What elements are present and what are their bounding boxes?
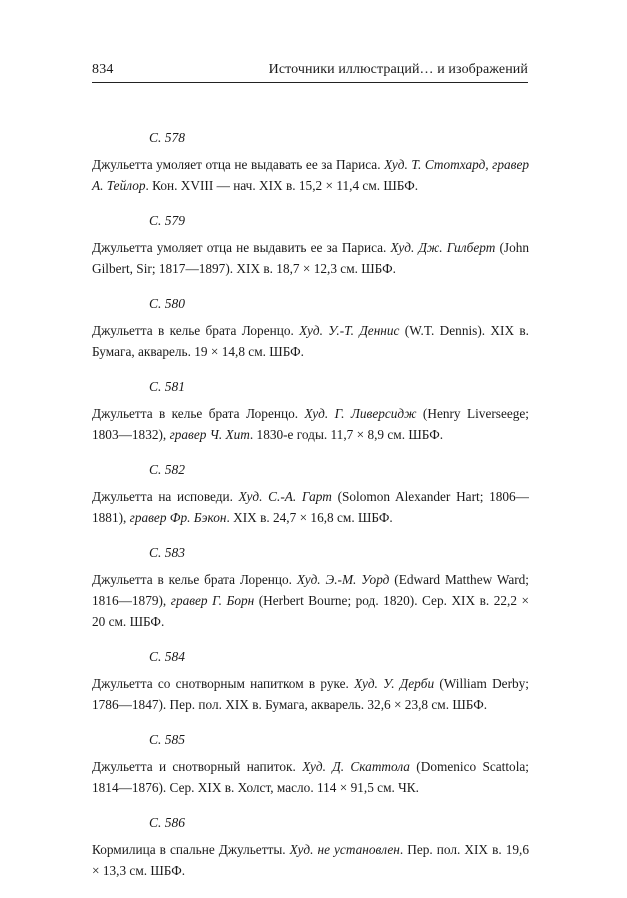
entry-credit-italic: Худ. Э.-М. Уорд — [296, 572, 390, 587]
entry-page-label: С. 586 — [149, 815, 186, 830]
entry-text-segment: (Domenico Scattola; 1814—1876). Сер. XIX в. Холст, масло. 114 × 91,5 см. ЧК. — [92, 759, 529, 795]
entry — [92, 379, 529, 445]
entry-page-label: С. 581 — [149, 379, 186, 394]
entry-credit-italic: Худ. У.-Т. Деннис — [299, 323, 400, 338]
entry — [92, 649, 529, 715]
entry-text-segment: . 1830-е годы. 11,7 × 8,9 см. ШБФ. — [249, 427, 444, 442]
entry-description — [92, 320, 529, 362]
entry-description — [92, 403, 529, 445]
entry-credit-italic: Худ. Дж. Гилберт — [390, 240, 496, 255]
entry-credit-italic: гравер Г. Борн — [170, 593, 255, 608]
entry-text-segment: Джульетта в келье брата Лоренцо. — [92, 572, 297, 587]
entry-text-segment: (John Gilbert, Sir; 1817—1897). XIX в. 18,7 × 12,3 см. ШБФ. — [92, 240, 530, 276]
entry-credit-italic: Худ. Д. Скаттола — [302, 759, 410, 774]
page-header — [92, 60, 528, 83]
entry-description — [92, 237, 529, 279]
entry — [92, 815, 529, 881]
entry-text-segment: . Пер. пол. XIX в. 19,6 × 13,3 см. ШБФ. — [92, 842, 530, 878]
entry-page-label: С. 584 — [149, 649, 186, 664]
entry — [92, 130, 529, 196]
entry-text-segment: . Кон. XVIII — нач. XIX в. 15,2 × 11,4 см. ШБФ. — [145, 178, 419, 193]
entry-page-label: С. 580 — [149, 296, 186, 311]
entry-text-segment: (William Derby; 1786—1847). Пер. пол. XIX в. Бумага, акварель. 32,6 × 23,8 см. ШБФ. — [92, 676, 529, 712]
entry-text-segment: (Edward Matthew Ward; 1816—1879), — [92, 572, 530, 608]
entry-text-segment: . XIX в. 24,7 × 16,8 см. ШБФ. — [226, 510, 393, 525]
entry-page-label: С. 579 — [149, 213, 186, 228]
entry-description — [92, 839, 529, 881]
entry — [92, 732, 529, 798]
entry-text-segment: (Solomon Alexander Hart; 1806—1881), — [92, 489, 529, 525]
entry-credit-italic: Худ. не установлен — [289, 842, 400, 857]
entry-text-segment: (Herbert Bourne; род. 1820). Сер. XIX в. 22,2 × 20 см. ШБФ. — [92, 593, 529, 629]
entry-text-segment: Джульетта в келье брата Лоренцо. — [92, 406, 305, 421]
entry — [92, 296, 529, 362]
entry-text-segment: (W.T. Dennis). XIX в. Бумага, акварель. 19 × 14,8 см. ШБФ. — [92, 323, 530, 359]
entry-page-label: С. 578 — [149, 130, 186, 145]
entry-description — [92, 756, 529, 798]
entry-credit-italic: Худ. Г. Ливерсидж — [304, 406, 417, 421]
entry-text-segment: Джульетта и снотворный напиток. — [92, 759, 303, 774]
entry-page-label: С. 583 — [149, 545, 186, 560]
running-head: Источники иллюстраций… и изображений — [268, 62, 528, 77]
entry — [92, 462, 529, 528]
entry-credit-italic: Худ. С.-А. Гарт — [238, 489, 332, 504]
entry-page-label: С. 582 — [149, 462, 186, 477]
illustration-sources-list — [92, 130, 529, 898]
entry-description — [92, 486, 529, 528]
entry-description — [92, 569, 529, 632]
page-number: 834 — [92, 62, 114, 77]
entry — [92, 213, 529, 279]
entry-text-segment: Джульетта в келье брата Лоренцо. — [92, 323, 300, 338]
entry-description — [92, 154, 529, 196]
entry-credit-italic: Худ. У. Дерби — [354, 676, 435, 691]
entry-text-segment: Кормилица в спальне Джульетты. — [92, 842, 290, 857]
entry-credit-italic: гравер Ч. Хит — [169, 427, 250, 442]
entry-text-segment: Джульетта умоляет отца не выдавить ее за Париса. — [92, 240, 391, 255]
entry-text-segment: (Henry Liverseege; 1803—1832), — [92, 406, 530, 442]
entry-page-label: С. 585 — [149, 732, 186, 747]
entry-credit-italic: Худ. Т. Стотхард, гравер А. Тейлор — [92, 157, 529, 193]
entry — [92, 545, 529, 632]
entry-text-segment: Джульетта умоляет отца не выдавать ее за Париса. — [92, 157, 385, 172]
entry-text-segment: Джульетта со снотворным напитком в руке. — [92, 676, 355, 691]
entry-description — [92, 673, 529, 715]
entry-text-segment: Джульетта на исповеди. — [92, 489, 239, 504]
entry-credit-italic: гравер Фр. Бэкон — [129, 510, 227, 525]
